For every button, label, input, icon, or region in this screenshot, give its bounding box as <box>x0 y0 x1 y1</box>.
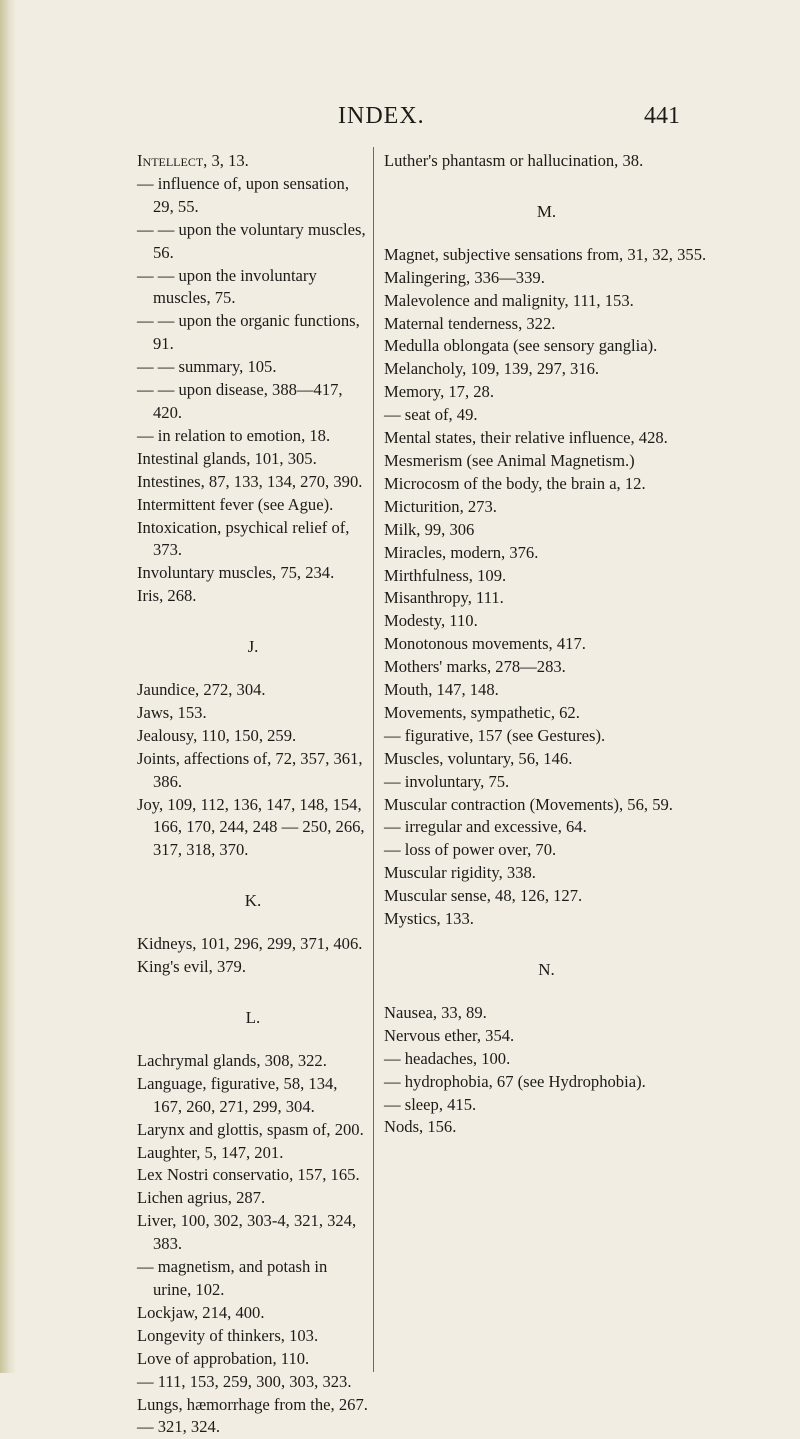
index-entry: Milk, 99, 306 <box>384 519 475 539</box>
section-letter: K. <box>244 891 262 911</box>
index-entry: Mothers' marks, 278—283. <box>384 657 566 677</box>
index-column-right <box>384 150 709 1139</box>
index-entry: Muscular sense, 48, 126, 127. <box>384 886 583 906</box>
index-entry: Maternal tenderness, 322. <box>384 313 556 333</box>
index-entry: Lockjaw, 214, 400. <box>137 1302 265 1322</box>
index-entry: — — upon the voluntary muscles, 56. <box>137 219 366 262</box>
index-entry: Micturition, 273. <box>384 496 497 516</box>
index-entry: Muscular rigidity, 338. <box>384 863 536 883</box>
index-entry: Intermittent fever (see Ague). <box>137 494 334 514</box>
section-letter: J. <box>247 637 259 657</box>
index-entry: Nervous ether, 354. <box>384 1025 515 1045</box>
index-entry: Larynx and glottis, spasm of, 200. <box>137 1119 364 1139</box>
index-entry: Magnet, subjective sensations from, 31, 32, 355. <box>384 244 707 264</box>
index-entry: Intestines, 87, 133, 134, 270, 390. <box>137 471 363 491</box>
index-entry: Intestinal glands, 101, 305. <box>137 448 317 468</box>
index-entry: Muscular contraction (Movements), 56, 59. <box>384 794 673 814</box>
index-entry: — magnetism, and potash in urine, 102. <box>137 1257 328 1299</box>
index-entry: Lex Nostri conservatio, 157, 165. <box>137 1165 360 1185</box>
index-entry: Mental states, their relative influence, 428. <box>384 428 668 448</box>
index-column-left <box>137 150 369 1439</box>
index-entry: Intellect, 3, 13. <box>137 151 249 170</box>
index-entry: Lichen agrius, 287. <box>137 1188 266 1208</box>
index-entry: Movements, sympathetic, 62. <box>384 702 580 722</box>
index-entry: Microcosm of the body, the brain a, 12. <box>384 473 646 493</box>
page-edge-shadow <box>0 0 16 1373</box>
index-entry: Muscles, voluntary, 56, 146. <box>384 748 573 768</box>
index-entry: — in relation to emotion, 18. <box>137 425 331 445</box>
index-entry: Mirthfulness, 109. <box>384 565 507 585</box>
index-entry: Joy, 109, 112, 136, 147, 148, 154, 166, 170, 244, 248 — 250, 266, 317, 318, 370. <box>137 794 365 860</box>
index-entry: Mystics, 133. <box>384 909 474 929</box>
index-entry: Nods, 156. <box>384 1117 457 1137</box>
section-letter: M. <box>536 201 557 221</box>
index-entry: Malingering, 336—339. <box>384 267 545 287</box>
page-title: INDEX. <box>338 103 425 129</box>
index-entry: Monotonous movements, 417. <box>384 634 586 654</box>
index-entry: — loss of power over, 70. <box>384 840 557 860</box>
index-entry: Jaws, 153. <box>137 702 207 722</box>
section-letter: N. <box>538 960 555 979</box>
running-header <box>0 103 800 143</box>
index-entry: Mouth, 147, 148. <box>384 680 499 700</box>
index-entry: — seat of, 49. <box>384 405 478 425</box>
index-entry: — involuntary, 75. <box>384 771 510 791</box>
index-entry: — 111, 153, 259, 300, 303, 323. <box>137 1371 352 1391</box>
index-entry: — figurative, 157 (see Gestures). <box>384 725 606 745</box>
index-entry: Luther's phantasm or hallucination, 38. <box>384 151 644 170</box>
index-entry: Misanthropy, 111. <box>384 588 504 608</box>
index-entry: Nausea, 33, 89. <box>384 1002 487 1022</box>
index-entry: Jaundice, 272, 304. <box>137 680 266 700</box>
index-entry: Kidneys, 101, 296, 299, 371, 406. <box>137 934 363 954</box>
index-entry: — hydrophobia, 67 (see Hydrophobia). <box>384 1071 646 1091</box>
index-entry: King's evil, 379. <box>137 957 247 977</box>
index-entry: Intoxication, psychical relief of, 373. <box>137 517 350 560</box>
index-entry: — irregular and excessive, 64. <box>384 817 587 837</box>
index-entry: — — upon the organic functions, 91. <box>137 311 360 354</box>
index-entry: Medulla oblongata (see sensory ganglia). <box>384 336 658 356</box>
index-entry: Mesmerism (see Animal Magnetism.) <box>384 450 635 470</box>
index-entry: Modesty, 110. <box>384 611 478 631</box>
index-entry: Malevolence and malignity, 111, 153. <box>384 290 634 310</box>
index-entry: — — summary, 105. <box>137 357 277 377</box>
index-entry: — — upon disease, 388—417, 420. <box>137 380 343 422</box>
index-entry: Laughter, 5, 147, 201. <box>137 1142 284 1162</box>
column-divider <box>373 147 374 1372</box>
index-entry: Joints, affections of, 72, 357, 361, 386. <box>137 748 363 791</box>
index-entry: — sleep, 415. <box>384 1094 477 1114</box>
index-entry: Lungs, hæmorrhage from the, 267. <box>137 1394 368 1414</box>
index-entry: Love of approbation, 110. <box>137 1348 310 1368</box>
index-entry: Melancholy, 109, 139, 297, 316. <box>384 359 600 379</box>
index-entry: Iris, 268. <box>137 586 197 606</box>
page-number: 441 <box>644 103 680 129</box>
index-entry: Longevity of thinkers, 103. <box>137 1325 319 1345</box>
index-entry: Lachrymal glands, 308, 322. <box>137 1050 327 1070</box>
index-entry: Memory, 17, 28. <box>384 382 494 402</box>
index-entry: — 321, 324. <box>137 1417 220 1437</box>
section-letter: L. <box>245 1008 261 1027</box>
index-entry: Liver, 100, 302, 303-4, 321, 324, 383. <box>137 1211 357 1254</box>
index-entry: Language, figurative, 58, 134, 167, 260, 271, 299, 304. <box>137 1073 338 1116</box>
index-entry: — headaches, 100. <box>384 1048 511 1068</box>
index-entry: Miracles, modern, 376. <box>384 542 539 562</box>
index-entry: — influence of, upon sensation, 29, 55. <box>137 173 349 216</box>
index-entry: Involuntary muscles, 75, 234. <box>137 563 335 583</box>
index-entry: Jealousy, 110, 150, 259. <box>137 725 297 745</box>
index-entry: — — upon the involuntary muscles, 75. <box>137 265 317 308</box>
